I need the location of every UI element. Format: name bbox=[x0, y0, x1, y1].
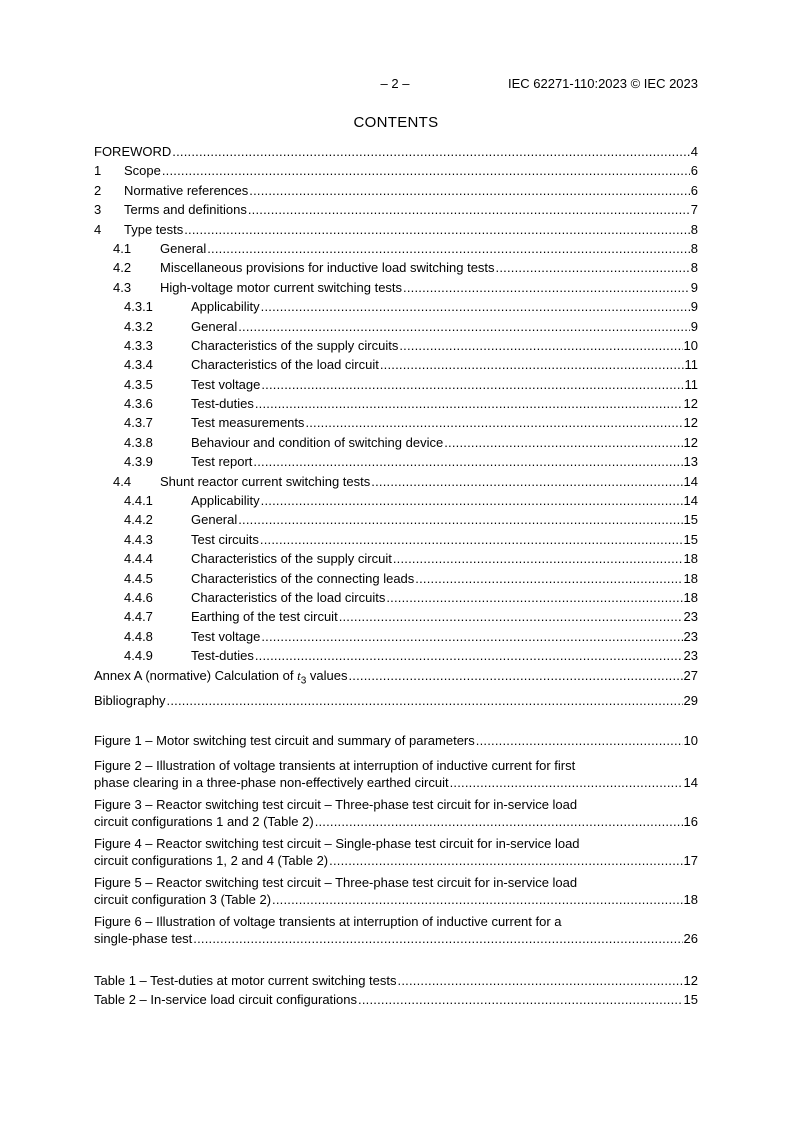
toc-entry-annex-a[interactable] bbox=[94, 668, 698, 687]
toc-entry-label: Characteristics of the connecting leads bbox=[191, 570, 415, 586]
leader-dots bbox=[167, 693, 683, 708]
page-number: – 2 – bbox=[380, 76, 410, 91]
toc-entry-page: 8 bbox=[690, 240, 698, 256]
toc-entry-label: Characteristics of the load circuits bbox=[191, 589, 386, 605]
leader-dots bbox=[172, 144, 689, 159]
leader-dots bbox=[249, 183, 689, 198]
toc-entry-number: 4.4.5 bbox=[124, 570, 153, 586]
figure-caption-line-1: Figure 3 – Reactor switching test circuit – Three-phase test circuit for in-service load bbox=[94, 796, 578, 812]
toc-entry-page: 23 bbox=[683, 609, 698, 625]
leader-dots bbox=[348, 668, 682, 683]
toc-entry[interactable] bbox=[94, 299, 698, 318]
page-title: CONTENTS bbox=[353, 114, 439, 131]
toc-entry-number: 4.3.5 bbox=[124, 376, 153, 392]
list-of-figures-entry[interactable] bbox=[94, 835, 698, 869]
toc-entry-page: 11 bbox=[684, 357, 698, 373]
toc-entry-label: Test circuits bbox=[191, 531, 259, 547]
toc-entry-label: Test-duties bbox=[191, 396, 254, 412]
toc-entry[interactable] bbox=[94, 474, 698, 493]
list-of-figures-entry[interactable] bbox=[94, 757, 698, 791]
figure-caption-line-1: Figure 2 – Illustration of voltage transients at interruption of inductive current for first bbox=[94, 757, 576, 773]
leader-dots bbox=[398, 973, 683, 988]
leader-dots bbox=[450, 774, 683, 791]
toc-entry-label: Bibliography bbox=[94, 692, 166, 708]
toc-entry[interactable] bbox=[94, 454, 698, 473]
toc-entry[interactable] bbox=[94, 512, 698, 531]
toc-entry-label: Terms and definitions bbox=[124, 202, 247, 218]
toc-entry-label: Characteristics of the supply circuit bbox=[191, 551, 392, 567]
toc-entry[interactable] bbox=[94, 435, 698, 454]
toc-entry-page: 12 bbox=[683, 415, 698, 431]
leader-dots bbox=[386, 590, 682, 605]
list-of-tables-entry[interactable] bbox=[94, 992, 698, 1011]
toc-entry-page: 6 bbox=[690, 182, 698, 198]
page-header bbox=[94, 76, 698, 92]
toc-entry-number: 4.3.2 bbox=[124, 318, 153, 334]
toc-entry-number: 4.4.7 bbox=[124, 609, 153, 625]
toc-entry-page: 23 bbox=[683, 628, 698, 644]
leader-dots bbox=[260, 532, 683, 547]
toc-entry-label: Miscellaneous provisions for inductive load switching tests bbox=[160, 260, 495, 276]
figure-page: 14 bbox=[683, 774, 698, 790]
annex-label-prefix: Annex A (normative) Calculation of bbox=[94, 667, 298, 683]
toc-entry[interactable] bbox=[94, 260, 698, 279]
toc-entry[interactable] bbox=[94, 377, 698, 396]
toc-entry-bibliography[interactable] bbox=[94, 693, 698, 712]
toc-entry-page: 15 bbox=[683, 531, 698, 547]
toc-entry-page: 13 bbox=[683, 454, 698, 470]
toc-entry[interactable] bbox=[94, 222, 698, 241]
toc-entry-number: 4.1 bbox=[113, 240, 132, 256]
figure-caption-line-2: phase clearing in a three-phase non-effectively earthed circuit bbox=[94, 774, 449, 790]
list-of-figures-entry[interactable] bbox=[94, 796, 698, 830]
figure-page: 18 bbox=[683, 891, 698, 907]
toc-entry-label: Type tests bbox=[124, 221, 184, 237]
toc-entry-page: 9 bbox=[690, 279, 698, 295]
table-caption: Table 1 – Test-duties at motor current switching tests bbox=[94, 972, 397, 988]
toc-entry-label: High-voltage motor current switching tests bbox=[160, 279, 403, 295]
toc-entry-page: 7 bbox=[690, 202, 698, 218]
leader-dots bbox=[272, 891, 683, 908]
toc-entry-label: Applicability bbox=[191, 299, 260, 315]
toc-entry-number: 4.4.1 bbox=[124, 493, 153, 509]
toc-entry-page: 29 bbox=[683, 692, 698, 708]
table-of-contents bbox=[94, 144, 698, 1012]
toc-entry[interactable] bbox=[94, 493, 698, 512]
leader-dots bbox=[415, 571, 682, 586]
leader-dots bbox=[238, 512, 682, 527]
figure-page: 17 bbox=[683, 852, 698, 868]
toc-entry-number: 4.3.8 bbox=[124, 434, 153, 450]
toc-entry[interactable] bbox=[94, 163, 698, 182]
leader-dots bbox=[162, 163, 690, 178]
list-of-figures-entry[interactable] bbox=[94, 874, 698, 908]
toc-entry-page: 9 bbox=[690, 299, 698, 315]
toc-entry-page: 4 bbox=[690, 144, 698, 159]
figure-caption-line-2: circuit configuration 3 (Table 2) bbox=[94, 891, 272, 907]
toc-entry-page: 8 bbox=[690, 221, 698, 237]
toc-entry-label: Behaviour and condition of switching device bbox=[191, 434, 444, 450]
annex-variable-subscript: 3 bbox=[300, 675, 307, 687]
annex-variable: t bbox=[297, 667, 301, 683]
toc-entry-page: 6 bbox=[690, 163, 698, 179]
toc-entry-label: Scope bbox=[124, 163, 161, 179]
toc-entry[interactable] bbox=[94, 532, 698, 551]
toc-entry-number: 4.4.4 bbox=[124, 551, 153, 567]
leader-dots bbox=[399, 338, 682, 353]
leader-dots bbox=[261, 299, 690, 314]
toc-entry-label: Test voltage bbox=[191, 628, 261, 644]
document-reference: IEC 62271-110:2023 © IEC 2023 bbox=[507, 76, 698, 91]
toc-entry[interactable] bbox=[94, 415, 698, 434]
toc-entry-number: 4.3.6 bbox=[124, 396, 153, 412]
figure-caption-line-2: circuit configurations 1, 2 and 4 (Table 2) bbox=[94, 852, 329, 868]
toc-entry-page: 18 bbox=[683, 589, 698, 605]
toc-entry-number: 4.3 bbox=[113, 279, 132, 295]
toc-entry[interactable] bbox=[94, 609, 698, 628]
toc-entry[interactable] bbox=[94, 357, 698, 376]
leader-dots bbox=[248, 202, 690, 217]
figure-caption: Figure 1 – Motor switching test circuit and summary of parameters bbox=[94, 733, 475, 749]
figure-caption-line-1: Figure 4 – Reactor switching test circuit – Single-phase test circuit for in-service load bbox=[94, 835, 580, 851]
figure-caption-line-1: Figure 5 – Reactor switching test circuit – Three-phase test circuit for in-service load bbox=[94, 874, 578, 890]
leader-dots bbox=[255, 396, 683, 411]
toc-entry-label: Earthing of the test circuit bbox=[191, 609, 338, 625]
leader-dots bbox=[393, 551, 683, 566]
toc-entry-page: 23 bbox=[683, 648, 698, 664]
leader-dots bbox=[253, 454, 682, 469]
toc-entry-page: 27 bbox=[683, 667, 698, 683]
toc-entry-page: 10 bbox=[683, 337, 698, 353]
leader-dots bbox=[261, 377, 683, 392]
table-caption: Table 2 – In-service load circuit configurations bbox=[94, 992, 358, 1008]
toc-entry-number: 2 bbox=[94, 182, 102, 198]
toc-entry-page: 14 bbox=[683, 473, 698, 489]
toc-entry-number: 4 bbox=[94, 221, 102, 237]
leader-dots bbox=[255, 648, 683, 663]
toc-entry-label: Normative references bbox=[124, 182, 249, 198]
toc-entry[interactable] bbox=[94, 202, 698, 221]
toc-entry[interactable] bbox=[94, 629, 698, 648]
figure-page: 10 bbox=[683, 733, 698, 749]
leader-dots bbox=[261, 493, 683, 508]
toc-entry[interactable] bbox=[94, 183, 698, 202]
list-of-tables-entry[interactable] bbox=[94, 973, 698, 992]
toc-entry-label: General bbox=[191, 512, 238, 528]
toc-entry-number: 4.4.8 bbox=[124, 628, 153, 644]
figure-page: 16 bbox=[683, 813, 698, 829]
toc-entry-page: 12 bbox=[683, 434, 698, 450]
toc-entry-number: 4.3.7 bbox=[124, 415, 153, 431]
toc-entry-number: 4.4.6 bbox=[124, 589, 153, 605]
toc-entry-number: 4.3.3 bbox=[124, 337, 153, 353]
leader-dots bbox=[305, 415, 682, 430]
figure-caption-line-1: Figure 6 – Illustration of voltage transients at interruption of inductive current for a bbox=[94, 913, 562, 929]
leader-dots bbox=[207, 241, 690, 256]
leader-dots bbox=[329, 852, 682, 869]
leader-dots bbox=[380, 357, 684, 372]
toc-entry-number: 4.4 bbox=[113, 473, 132, 489]
toc-entry-number: 4.3.9 bbox=[124, 454, 153, 470]
figure-caption-line-2: circuit configurations 1 and 2 (Table 2) bbox=[94, 813, 314, 829]
toc-entry-label: Test measurements bbox=[191, 415, 305, 431]
toc-entry[interactable] bbox=[94, 319, 698, 338]
leader-dots bbox=[444, 435, 682, 450]
leader-dots bbox=[371, 474, 682, 489]
toc-entry[interactable] bbox=[94, 590, 698, 609]
list-of-figures-entry[interactable] bbox=[94, 913, 698, 947]
leader-dots bbox=[261, 629, 682, 644]
toc-entry-page: 15 bbox=[683, 512, 698, 528]
toc-entry-label: FOREWORD bbox=[94, 144, 172, 159]
toc-entry-label: General bbox=[160, 240, 207, 256]
toc-entry-label: Characteristics of the supply circuits bbox=[191, 337, 399, 353]
toc-entry[interactable] bbox=[94, 648, 698, 667]
toc-entry-page: 9 bbox=[690, 318, 698, 334]
toc-entry-label: Characteristics of the load circuit bbox=[191, 357, 379, 373]
leader-dots bbox=[315, 813, 683, 830]
toc-entry[interactable] bbox=[94, 396, 698, 415]
toc-entry-number: 4.3.1 bbox=[124, 299, 153, 315]
toc-entry-label bbox=[94, 668, 347, 687]
toc-entry[interactable] bbox=[94, 144, 698, 163]
toc-entry-page: 11 bbox=[684, 376, 698, 392]
leader-dots bbox=[238, 319, 690, 334]
toc-entry[interactable] bbox=[94, 338, 698, 357]
toc-entry[interactable] bbox=[94, 551, 698, 570]
figure-page: 26 bbox=[683, 930, 698, 946]
toc-entry-number: 4.4.3 bbox=[124, 531, 153, 547]
toc-entry-number: 1 bbox=[94, 163, 102, 179]
toc-entry[interactable] bbox=[94, 241, 698, 260]
leader-dots bbox=[358, 992, 683, 1007]
toc-entry-number: 4.4.2 bbox=[124, 512, 153, 528]
toc-entry[interactable] bbox=[94, 280, 698, 299]
toc-entry-page: 8 bbox=[690, 260, 698, 276]
toc-entry[interactable] bbox=[94, 571, 698, 590]
toc-entry-page: 12 bbox=[683, 396, 698, 412]
toc-entry-label: General bbox=[191, 318, 238, 334]
table-page: 12 bbox=[683, 972, 698, 988]
leader-dots bbox=[476, 733, 683, 748]
toc-entry-page: 18 bbox=[683, 551, 698, 567]
toc-entry-label: Test voltage bbox=[191, 376, 261, 392]
toc-entry-label: Applicability bbox=[191, 493, 260, 509]
list-of-figures-entry[interactable] bbox=[94, 733, 698, 752]
leader-dots bbox=[339, 609, 683, 624]
leader-dots bbox=[496, 260, 690, 275]
toc-entry-page: 18 bbox=[683, 570, 698, 586]
figure-caption-line-2: single-phase test bbox=[94, 930, 193, 946]
toc-entry-number: 4.3.4 bbox=[124, 357, 153, 373]
toc-entry-number: 4.2 bbox=[113, 260, 132, 276]
toc-entry-number: 3 bbox=[94, 202, 102, 218]
toc-entry-label: Test report bbox=[191, 454, 253, 470]
leader-dots bbox=[184, 222, 690, 237]
table-page: 15 bbox=[683, 992, 698, 1008]
leader-dots bbox=[193, 930, 682, 947]
toc-entry-number: 4.4.9 bbox=[124, 648, 153, 664]
leader-dots bbox=[403, 280, 690, 295]
toc-entry-label: Test-duties bbox=[191, 648, 254, 664]
annex-label-suffix: values bbox=[306, 667, 348, 683]
toc-entry-page: 14 bbox=[683, 493, 698, 509]
toc-entry-label: Shunt reactor current switching tests bbox=[160, 473, 371, 489]
